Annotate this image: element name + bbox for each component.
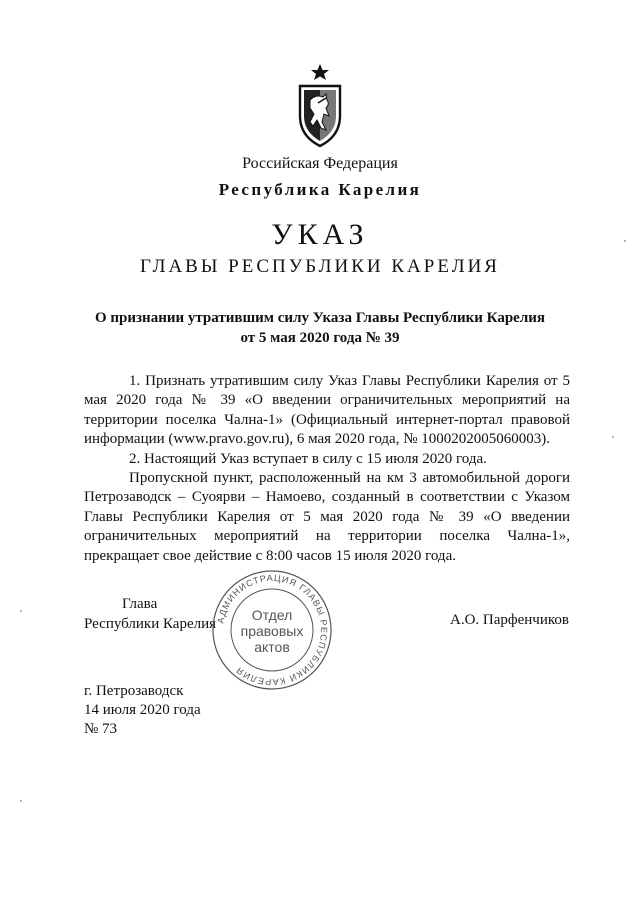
signer-role-line-1: Глава <box>122 596 158 612</box>
document-footer <box>84 682 201 739</box>
decree-number: № 73 <box>84 721 118 737</box>
stamp-line-3: актов <box>254 639 290 655</box>
document-title-line-1: О признании утратившим силу Указа Главы Республики Карелия <box>94 310 546 326</box>
country-name: Российская Федерация <box>242 155 398 172</box>
paragraph-3: Пропускной пункт, расположенный на км 3 автомобильной дороги Петрозаводск – Суоярви – Намоево, созданный в соответствии с Указом Главы Республики Карелия от 5 мая 2020 года № 39 «О введении ограничительных мероприятий на территории поселка Чална-1», прекращает свое действие с 8:00 часов 15 июля 2020 года. <box>84 470 570 564</box>
decree-body <box>84 372 570 566</box>
document-title-line-2: от 5 мая 2020 года № 39 <box>240 330 400 346</box>
office-stamp <box>210 568 334 692</box>
stamp-line-1: Отдел <box>251 607 293 623</box>
stamp-line-2: правовых <box>240 623 304 639</box>
paragraph-1: 1. Признать утратившим силу Указ Главы Республики Карелия от 5 мая 2020 года № 39 «О введении ограничительных мероприятий на территории поселка Чална-1» (Официальный интернет-портал правовой информации (www.pravo.gov.ru), 6 мая 2020 года, № 1000202005060003). <box>84 373 570 448</box>
signer-role-line-2: Республики Карелия <box>84 616 217 632</box>
paragraph-2: 2. Настоящий Указ вступает в силу с 15 июля 2020 года. <box>129 450 487 467</box>
scan-speck <box>20 610 22 612</box>
document-title <box>0 308 640 348</box>
stamp-ring-text: АДМИНИСТРАЦИЯ ГЛАВЫ РЕСПУБЛИКИ КАРЕЛИЯ <box>215 572 330 688</box>
document-type: УКАЗ <box>271 218 369 251</box>
republic-name: Республика Карелия <box>218 180 422 199</box>
issuer-title: ГЛАВЫ РЕСПУБЛИКИ КАРЕЛИЯ <box>140 256 500 277</box>
scan-speck <box>20 800 22 802</box>
city: г. Петрозаводск <box>84 683 184 699</box>
decree-date: 14 июля 2020 года <box>84 702 201 718</box>
karelia-coat-of-arms-icon <box>296 64 344 148</box>
signer-role <box>84 594 216 634</box>
scan-speck <box>612 436 614 438</box>
scan-speck <box>624 240 626 242</box>
signer-name: А.О. Парфенчиков <box>450 612 569 628</box>
